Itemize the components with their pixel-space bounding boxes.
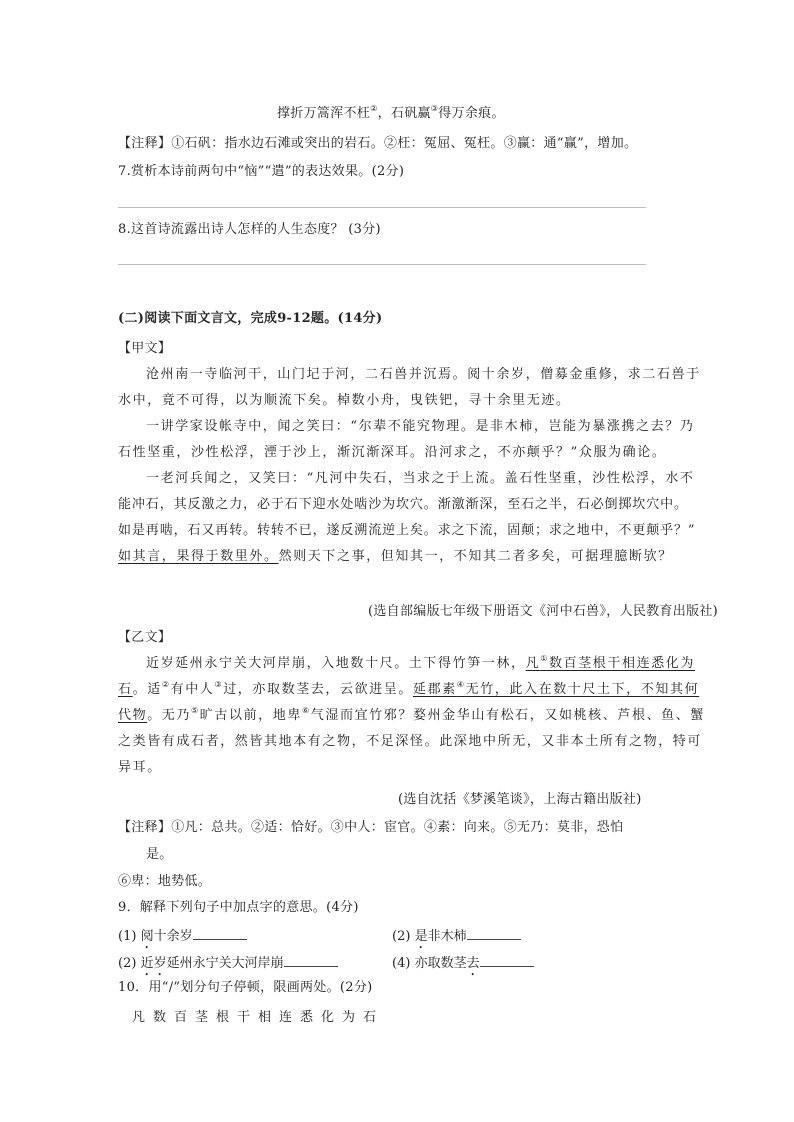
q9-i3-rest: 延州永宁关大河岸崩 [166,956,284,971]
yi-line2 [118,680,699,700]
q9-i4-dotted: 去 [466,956,480,971]
yi-l1-b: 凡 [525,656,541,671]
poem-note: 【注释】①石矾：指水边石滩或突出的岩石。②枉：冤屈、冤枉。③赢：通“赢”，增加。 [118,136,638,151]
yi-l3-b: 。无乃 [147,708,192,723]
jia-label: 【甲文】 [118,341,172,356]
jia-p3-line2: 能冲石，其反激之力，必于石下迎水处啮沙为坎穴。渐激渐深，至石之半，石必倒掷坎穴中。 [118,497,688,512]
poem-line [277,104,505,124]
poem-text-c: 得万余痕。 [438,106,505,121]
jia-p3-line1: 一老河兵闻之，又笑曰：“凡河中失石，当求之于上流。盖石性坚重，沙性松浮，水不 [146,471,695,486]
notes2-line1: 【注释】①凡：总共。②适：恰好。③中人：宦官。④素：向来。⑤无乃：莫非，恐怕 [118,820,624,835]
yi-line4: 之类皆有成石者，然皆其地本有之物，不足深怪。此深地中所无，又非本土所有之物，特可 [118,734,703,749]
yi-l2-f: 无竹，此入在数十尺土下，不知其何 [465,682,700,697]
jia-p1-line2: 水中，竟不可得，以为顺流下矣。棹数小舟，曳铁钯，寻十余里无迹。 [118,393,571,408]
yi-l2-d: 过，亦取数茎去，云欲进呈。 [223,682,413,697]
q9-i1-blank[interactable] [193,926,247,940]
yi-source: (选自沈括《梦溪笔谈》，上海古籍出版社) [398,792,642,807]
question-9: 9．解释下列句子中加点字的意思。(4分) [118,900,359,915]
q9-i2-blank[interactable] [467,926,521,940]
yi-l1-c: 数百茎根干相连悉化为 [549,656,696,671]
jia-p1-line1: 沧州南一寺临河干，山门圮于河，二石兽并沉焉。阅十余岁，僧募金重修，求二石兽于 [146,367,701,382]
q9-i3-blank[interactable] [284,953,338,967]
yi-l3-sup: ⑤ [191,706,200,715]
q10-sentence[interactable]: 凡数百茎根干相连悉化为石 [132,1010,385,1025]
question-10: 10．用“/”划分句子停顿，限画两处。(2分) [118,980,373,995]
poem-sup-2: ③ [430,104,439,113]
yi-line5: 异耳。 [118,760,162,775]
yi-l2-a: 石 [118,682,133,697]
q9-i2-num: (2) [392,929,411,944]
q9-i2-dotted: 是 [414,929,428,944]
yi-line3 [118,706,705,726]
yi-l2-sup3: ④ [456,680,466,689]
yi-l1-sup: ① [540,654,549,663]
q9-item-3 [118,953,338,979]
jia-p3-line4-rest: 然则天下之事，但知其一，不知其二者多矣，可据理臆断欤？ [278,549,673,564]
yi-l2-underlined [413,682,699,697]
q9-i1-rest: 十余岁 [153,929,193,944]
poem-text-b: ，石矾赢 [377,106,431,121]
q9-item-4 [392,953,534,979]
section-2-title: (二)阅读下面文言文，完成9-12题。(14分) [118,311,383,326]
q9-i4-blank[interactable] [480,953,534,967]
yi-l2-sup: ② [161,680,171,689]
q9-item-2 [392,926,521,952]
yi-l2-c: 有中人 [170,682,215,697]
q9-i3-dotted: 近 [140,956,154,971]
yi-l3-a: 代物 [118,708,148,723]
q9-i1-dotted: 阅 [140,929,154,944]
yi-l2-sup2: ③ [214,680,224,689]
question-7: 7.赏析本诗前两句中“恼”“遣”的表达效果。(2分) [118,164,405,179]
poem-text-a: 撑折万篙浑不枉 [277,106,371,121]
question-8: 8.这首诗流露出诗人怎样的人生态度？ (3分) [118,222,381,237]
jia-source: (选自部编版七年级下册语文《河中石兽》，人民教育出版社) [368,604,719,619]
jia-p2-line1: 一讲学家设帐寺中，闻之笑曰：“尔辈不能究物理。是非木柿，岂能为暴涨携之去？乃 [146,419,695,434]
notes2-line2: 是。 [146,847,173,862]
poem-sup-1: ② [370,104,378,113]
notes2-line3: ⑥卑：地势低。 [118,874,212,889]
jia-underlined-sentence: 如其言，果得于数里外。 [118,549,279,564]
answer-line-8[interactable] [118,264,646,265]
yi-l1-underlined [526,656,695,671]
yi-l3-d: 气湿而宜竹邪？婺州金华山有松石，又如桃核、芦根、鱼、蟹 [310,708,705,723]
jia-p2-line2: 石性坚重，沙性松浮，湮于沙上，渐沉渐深耳。沿河求之，不亦颠乎？”众服为确论。 [118,445,667,460]
q9-item-1 [118,926,247,952]
yi-l2-e: 延郡素 [413,682,457,697]
yi-line1 [146,654,695,674]
yi-l3-c: 旷古以前，地卑 [199,708,302,723]
yi-l1-a: 近岁延州永宁关大河岸崩，入地数十尺。土下得竹笋一林， [146,656,526,671]
jia-p3-line3: 如是再啮，石又再转。转转不已，遂反溯流逆上矣。求之下流，固颠；求之地中，不更颠乎？” [118,523,696,538]
q9-i4-num: (4) [392,956,411,971]
jia-p3-line4 [118,547,673,567]
q9-i4-text: 亦取数茎 [414,956,467,971]
yi-l2-b: 。适 [132,682,162,697]
q9-i3-dotted-2: 岁 [153,956,167,971]
q9-i3-num: (2) [118,956,137,971]
yi-l3-sup2: ⑥ [302,706,311,715]
q9-i1-num: (1) [118,929,137,944]
yi-label: 【乙文】 [118,630,172,645]
answer-line-7[interactable] [118,207,646,208]
q9-i2-rest: 非木柿 [427,929,467,944]
